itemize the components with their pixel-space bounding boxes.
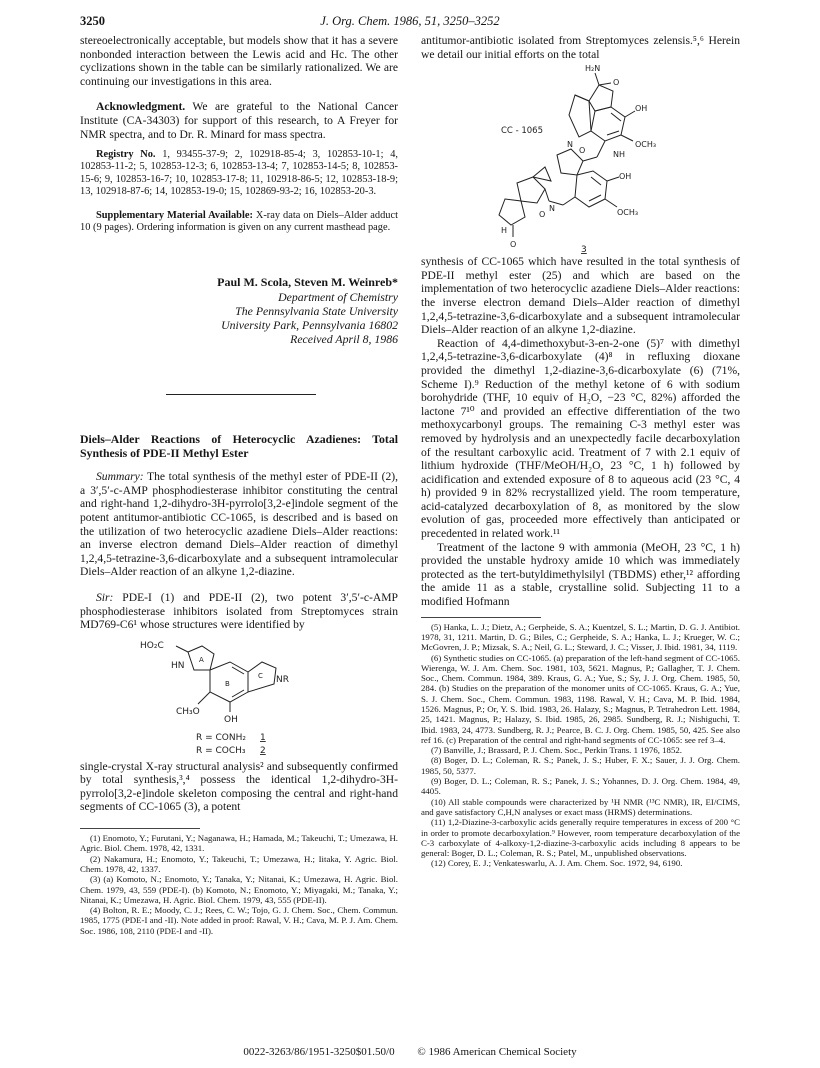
struct3-h: H xyxy=(501,226,508,236)
footer-code: 0022-3263/86/1951-3250$01.50/0 xyxy=(243,1046,395,1058)
sir-paragraph xyxy=(80,591,398,632)
struct3-n-mid: N xyxy=(567,140,573,150)
registry-numbers xyxy=(80,149,398,198)
struct1-nr: NR xyxy=(276,674,289,685)
struct3-oh-2: OH xyxy=(619,172,632,182)
footnote-5: (5) Hanka, L. J.; Dietz, A.; Gerpheide, S. A.; Kuentzel, S. L.; Martin, D. G. J. Antibiot. 1978, 31, 1211. Martin, D. G.; Biles, C.; Gerpheide, S. A.; Hanka, L. J.; Krueger, W. C.; McGovren, J. P.; Mizsak, S. A.; Neil, G. L.; Steward, J. C.; Visser, J. Ibid. 1981, 34, 1119. xyxy=(421,621,740,653)
structure-cc1065-figure xyxy=(421,61,740,255)
left-column xyxy=(80,34,398,936)
footnote-6: (6) Synthetic studies on CC-1065. (a) preparation of the left-hand segment of CC-1065. Wierenga, W. J. Am. Chem. Soc. 1981, 103, 5621. Magnus, P.; Gallagher, T. J. Chem. Soc., Chem. Commun. 1984, 389. Kraus, G. A.; Yue, S.; Sy, J. J. Org. Chem. 1985, 50, 284. (b) Studies on the preparation of the monomer units of CC-1065. Kraus, G. A.; Yue, S. J. Chem. Soc., Chem. Commun. 1983, 1198. Rawal, V. H.; Cava, M. P. Ibid. 1984, 1526. Magnus, P.; Or, Y. S. Ibid. 1983, 26. Halazy, S.; Magnus, P. Tetrahedron Lett. 1984, 25, 1421. Magnus, P.; Halazy, S. Ibid. 1985, 26, 2985. Sundberg, R. J.; Nishiguchi, T. Ibid. 1983, 24, 4773. Sundberg, R. J.; Pearce, B. C. J. Org. Chem. 1985, 50, 425. See also ref 16. (c) Preparation of the central and right-hand segments of CC-1065: see ref 3–4. xyxy=(421,652,740,745)
structure-cc1065-drawing xyxy=(421,61,740,255)
summary-label: Summary: xyxy=(96,470,144,484)
struct3-och3-2: OCH₃ xyxy=(617,208,639,218)
footnote-8: (8) Boger, D. L.; Coleman, R. S.; Panek, J. S.; Huber, F. X.; Sauer, J. J. Org. Chem. 1985, 50, 5377. xyxy=(421,755,740,776)
after-structure-paragraph: single-crystal X-ray structural analysis² and subsequently confirmed by total synthesis,³,⁴ possess the identical 1,2-dihydro-3H-pyrrolo[3,2-e]indole skeleton composing the central and right-hand segments of CC-1065 (3), a potent xyxy=(80,759,398,814)
structure-pde-figure xyxy=(80,632,398,756)
running-header xyxy=(80,14,740,32)
struct3-nh: NH xyxy=(613,150,625,160)
struct1-ring-c: C xyxy=(258,671,263,680)
struct3-number: 3 xyxy=(581,245,587,256)
summary xyxy=(80,470,398,579)
structure-pde-drawing xyxy=(80,632,398,756)
footnote-rule-right xyxy=(421,617,541,618)
footnote-rule xyxy=(80,828,200,829)
page-number: 3250 xyxy=(80,14,105,28)
footnotes-right xyxy=(421,622,740,869)
affiliation-department: Department of Chemistry xyxy=(278,289,398,304)
authors: Paul M. Scola, Steven M. Weinreb* xyxy=(217,275,398,290)
struct1-hn: HN xyxy=(171,660,185,671)
footnote-9: (9) Boger, D. L.; Coleman, R. S.; Panek, J. S.; Yohannes, D. J. Org. Chem. 1984, 49, 4405. xyxy=(421,776,740,797)
registry-heading: Registry No. xyxy=(96,149,156,161)
struct1-oh: OH xyxy=(224,714,238,725)
footnote-3: (3) (a) Komoto, N.; Enomoto, Y.; Tanaka, Y.; Nitanai, K.; Umezawa, H. Agric. Biol. Chem. 1979, 43, 559 (PDE-I). (b) Komoto, N.; Enomoto, Y.; Miyagaki, M.; Tanaka, Y.; Nitanai, K.; Umezawa, H. Agric. Biol. Chem. 1979, 43, 555 (PDE-II). xyxy=(80,874,398,905)
section-divider xyxy=(166,394,316,395)
acknowledgment-heading: Acknowledgment. xyxy=(96,100,186,114)
struct3-och3-1: OCH₃ xyxy=(635,140,657,150)
supplementary-heading: Supplementary Material Available: xyxy=(96,209,253,221)
struct1-number-1: 1 xyxy=(260,732,266,743)
supplementary-material xyxy=(80,210,398,234)
struct1-ho2c: HO₂C xyxy=(140,640,164,651)
struct3-o-bottom: O xyxy=(510,240,517,250)
footnote-4: (4) Bolton, R. E.; Moody, C. J.; Rees, C. W.; Tojo, G. J. Chem. Soc., Chem. Commun. 1985, 1775 (PDE-I and -II). Note added in proof: Rawal, V. H.; Cava, M. P. J. Am. Chem. Soc. 1986, 108, 2110 (PDE-I and -II). xyxy=(80,905,398,936)
summary-text: The total synthesis of the methyl ester of PDE-II (2), a 3′,5′-c-AMP phosphodiesterase inhibitor constituting the central and right-hand 1,2-dihydro-3H-pyrrolo[3,2-e]indole segment of the potent antitumor-antibiotic CC-1065, is described and is based on the utilization of two heterocyclic azadiene Diels–Alder reactions: an inverse electron demand Diels–Alder reaction of dimethyl 1,2,4,5-tetrazine-3,6-dicarboxylate and a subsequent intramolecular Diels–Alder reaction of an alkyne 1,2-diazine. xyxy=(80,470,398,579)
affiliation-university: The Pennsylvania State University xyxy=(235,303,398,318)
page-footer xyxy=(0,1046,820,1058)
received-date: Received April 8, 1986 xyxy=(290,331,398,346)
supplementary-text: X-ray data on Diels–Alder adduct 10 (9 pages). Ordering information is given on any current masthead page. xyxy=(80,209,398,234)
right-top-paragraph: antitumor-antibiotic isolated from Streptomyces zelensis.⁵,⁶ Herein we detail our initial efforts on the total xyxy=(421,34,740,61)
footnote-11: (11) 1,2-Diazine-3-carboxylic acids generally require temperatures in excess of 200 °C in order to promote decarboxylation.⁹ However, room temperature decarboxylation of the C-3 carboxylate of 4-alkoxy-1,2-diazine-3-carboxylic acids including 8 appears to be general: Boger, D. L.; Coleman, R. S.; Patel, M., unpublished observations. xyxy=(421,817,740,859)
footnote-10: (10) All stable compounds were characterized by ¹H NMR (¹³C NMR), IR, EI/CIMS, and gave satisfactory C,H,N analyses or exact mass (HRMS) determinations. xyxy=(421,796,740,817)
footnote-1: (1) Enomoto, Y.; Furutani, Y.; Naganawa, H.; Hamada, M.; Takeuchi, T.; Umezawa, H. Agric. Biol. Chem. 1978, 42, 1331. xyxy=(80,833,398,854)
acknowledgment-text: We are grateful to the National Cancer Institute (CA-34303) for support of this research, to A Freyer for NMR spectra, and to Dr. R. Minard for mass spectra. xyxy=(80,100,398,141)
footnotes-left xyxy=(80,833,398,936)
struct1-ring-b: B xyxy=(225,679,230,688)
intro-paragraph: stereoelectronically acceptable, but models show that it has a severe nonbonded interaction between the Lewis acid and Hc. The other cyclizations shown in the table can be similarly rationalized. We are continuing our investigations in this area. xyxy=(80,34,398,88)
struct3-name: CC - 1065 xyxy=(501,126,543,137)
struct3-n-low: N xyxy=(549,204,555,214)
struct3-o-mid: O xyxy=(579,146,586,156)
registry-text: 1, 93455-37-9; 2, 102918-85-4; 3, 102853-10-1; 4, 102853-11-2; 5, 102853-12-3; 6, 102853-13-4; 7, 102853-14-5; 8, 102853-15-6; 9, 102853-16-7; 10, 102853-17-8; 11, 102918-86-5; 12, 102853-18-9; 13, 102918-87-6; 14, 102853-19-0; 15, 102869-93-2; 16, 102853-20-3. xyxy=(80,149,398,197)
struct3-oh-1: OH xyxy=(635,104,648,114)
right-paragraph-2: Reaction of 4,4-dimethoxybut-3-en-2-one (5)⁷ with dimethyl 1,2,4,5-tetrazine-3,6-dicarboxylate (4)⁸ in refluxing dioxane provided the dimethyl 1,2-diazine-3,6-dicarboxylate (6) (71%, Scheme I).⁹ Reduction of the methyl ketone of 6 with sodium borohydride (THF, 10 equiv of H₂O, −23 °C, 82%) afforded the lactone 7¹⁰ and provided an effective differentiation of the two methoxycarbonyl groups. The remaining C-3 methyl ester was removed by hydrolysis and an unexpectedly facile decarboxylation of the resultant carboxylic acid. Treatment of 7 with 2.1 equiv of lithium hydroxide (THF/MeOH/H₂O, 23 °C, 1 h) followed by acidification and extended exposure of 8 to aqueous acid (23 °C, 4 h) provided 9 in 82% recrystallized yield. The room temperature, acid-catalyzed decarboxylation of 8, as monitored by the slow evolution of gas, proceeded more effectively than anticipated or precedented in related work.¹¹ xyxy=(421,336,740,541)
right-column xyxy=(421,34,740,869)
right-paragraph-3: Treatment of the lactone 9 with ammonia (MeOH, 23 °C, 1 h) provided the unstable hydroxy amide 10 which was immediately protected as the tert-butyldimethylsilyl (TBDMS) ether,¹² affording the amide 11 as a stable, crystalline solid. Subjecting 11 to a modified Hofmann xyxy=(421,540,740,609)
struct3-o-top: O xyxy=(613,78,620,88)
sir-label: Sir: xyxy=(96,590,114,604)
sir-text: PDE-I (1) and PDE-II (2), two potent 3′,5′-c-AMP phosphodiesterase inhibitors isolated from Streptomyces strain MD769-C6¹ whose structures were identified by xyxy=(80,590,398,632)
acknowledgment xyxy=(80,100,398,141)
struct1-r-conh2: R = CONH₂ xyxy=(196,732,246,743)
footnote-2: (2) Nakamura, H.; Enomoto, Y.; Takeuchi, T.; Umezawa, H.; Iitaka, Y. Agric. Biol. Chem. 1978, 42, 1337. xyxy=(80,853,398,874)
struct3-h2n: H₂N xyxy=(585,64,601,74)
affiliation-address: University Park, Pennsylvania 16802 xyxy=(221,317,398,332)
struct3-o-low: O xyxy=(539,210,546,220)
struct1-r-coch3: R = COCH₃ xyxy=(196,745,246,756)
article-title: Diels–Alder Reactions of Heterocyclic Azadienes: Total Synthesis of PDE-II Methyl Ester xyxy=(80,431,398,460)
struct1-number-2: 2 xyxy=(260,745,266,756)
struct1-ch3o: CH₃O xyxy=(176,706,200,717)
right-paragraph-1: synthesis of CC-1065 which have resulted in the total synthesis of PDE-II methyl ester (25) and which are based on the implementation of two heterocyclic azadiene Diels–Alder reactions: the inverse electron demand Diels–Alder reaction of dimethyl 1,2,4,5-tetrazine-3,6-dicarboxylate and a subsequent intramolecular Diels–Alder reaction of an alkyne 1,2-diazine. xyxy=(421,255,740,337)
footnote-7: (7) Banville, J.; Brassard, P. J. Chem. Soc., Perkin Trans. 1 1976, 1852. xyxy=(431,745,682,756)
struct1-ring-a: A xyxy=(199,655,204,664)
journal-citation: J. Org. Chem. 1986, 51, 3250–3252 xyxy=(320,14,500,28)
footnote-12: (12) Corey, E. J.; Venkateswarlu, A. J. Am. Chem. Soc. 1972, 94, 6190. xyxy=(431,858,683,869)
footer-copyright: © 1986 American Chemical Society xyxy=(417,1046,577,1058)
